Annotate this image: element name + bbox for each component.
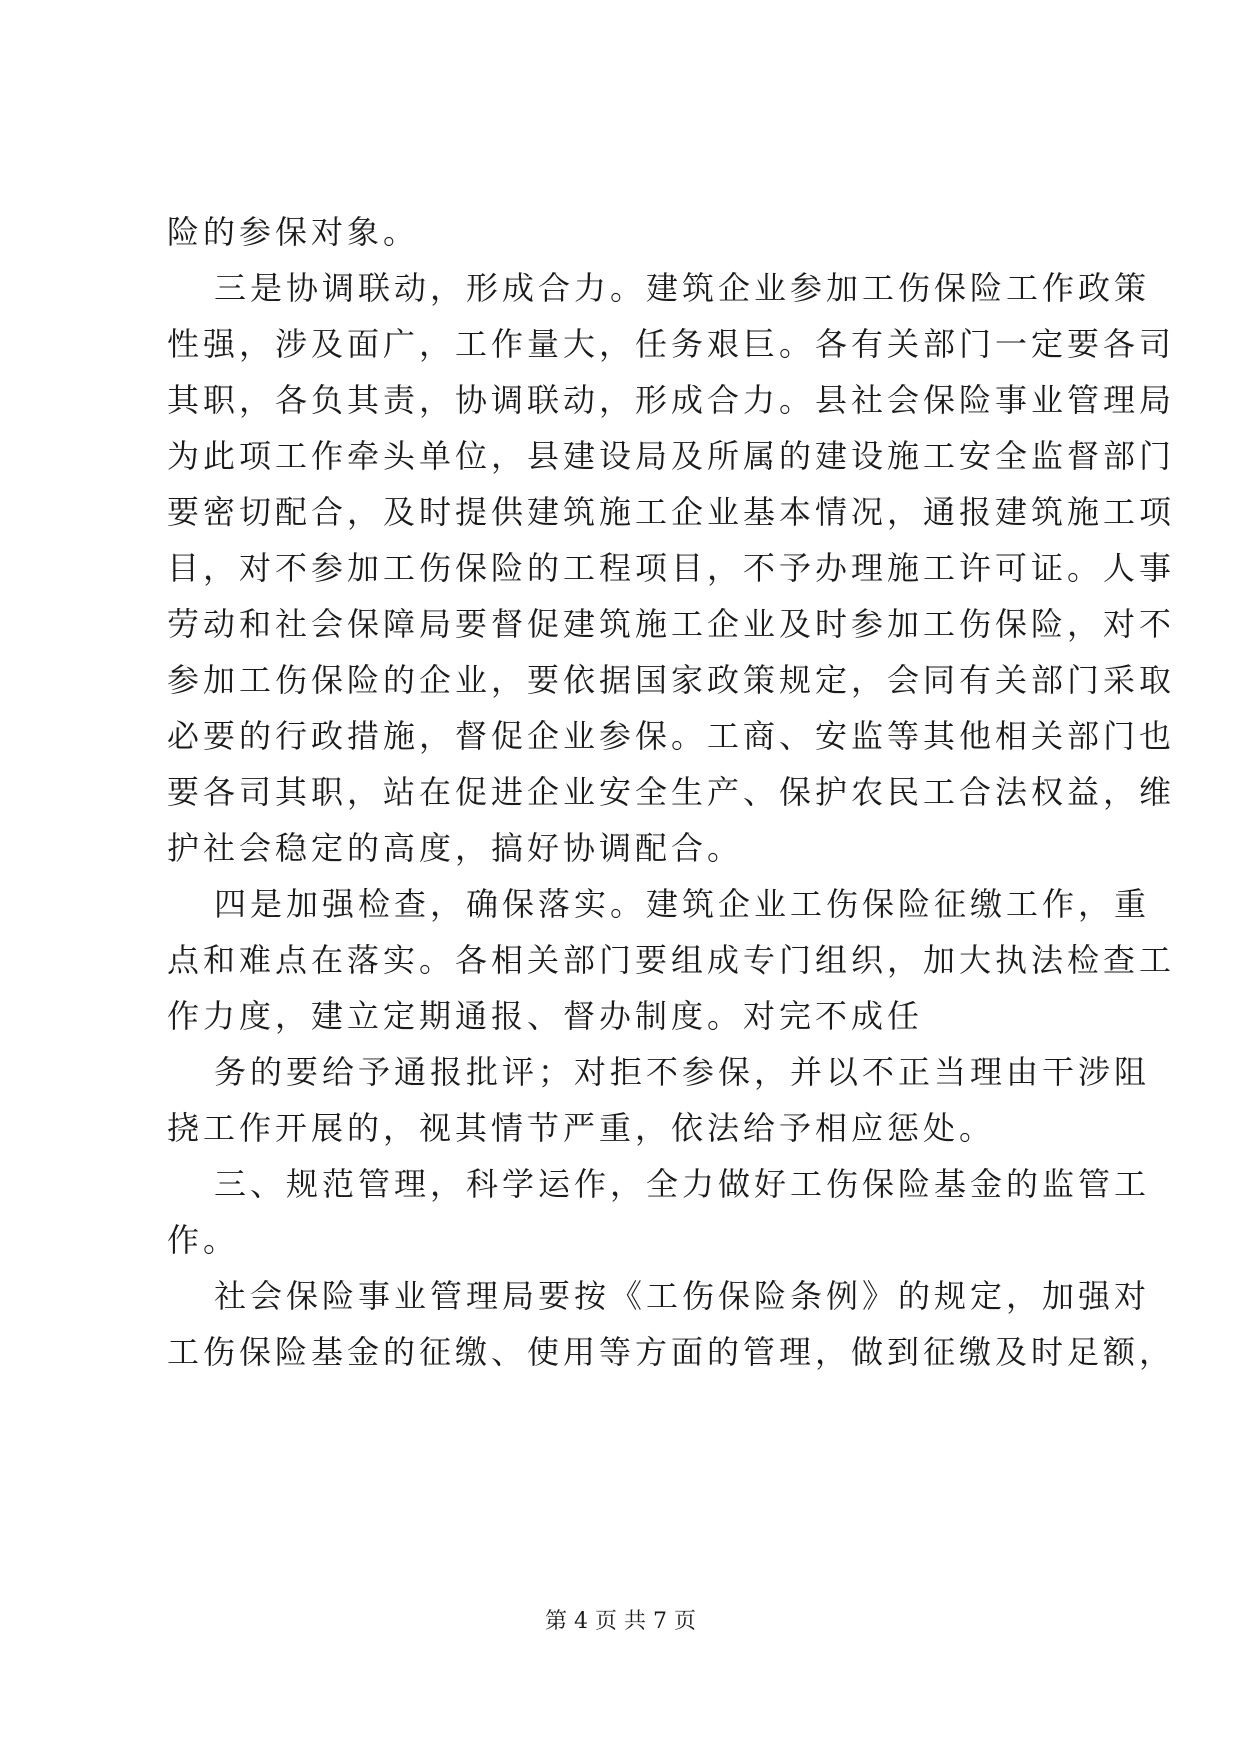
- text-line: 必要的行政措施，督促企业参保。工商、安监等其他相关部门也: [167, 717, 1176, 755]
- paragraph-first-line: 社会保险事业管理局要按《工伤保险条例》的规定，加强对: [214, 1277, 1151, 1315]
- text-line: 目，对不参加工伤保险的工程项目，不予办理施工许可证。人事: [167, 549, 1176, 587]
- text-line: 挠工作开展的，视其情节严重，依法给予相应惩处。: [167, 1109, 996, 1147]
- paragraph-first-line: 四是加强检查，确保落实。建筑企业工伤保险征缴工作，重: [214, 885, 1151, 923]
- text-line: 护社会稳定的高度，搞好协调配合。: [167, 829, 744, 867]
- page-number-footer: 第 4 页 共 7 页: [545, 1609, 696, 1634]
- text-line: 险的参保对象。: [167, 213, 420, 251]
- text-line: 要密切配合，及时提供建筑施工企业基本情况，通报建筑施工项: [167, 493, 1176, 531]
- text-line: 劳动和社会保障局要督促建筑施工企业及时参加工伤保险，对不: [167, 605, 1176, 643]
- text-line: 为此项工作牵头单位，县建设局及所属的建设施工安全监督部门: [167, 437, 1176, 475]
- paragraph-first-line: 务的要给予通报批评；对拒不参保，并以不正当理由干涉阻: [214, 1053, 1151, 1091]
- text-line: 工伤保险基金的征缴、使用等方面的管理，做到征缴及时足额，: [167, 1333, 1176, 1371]
- text-line: 性强，涉及面广，工作量大，任务艰巨。各有关部门一定要各司: [167, 325, 1176, 363]
- text-line: 点和难点在落实。各相关部门要组成专门组织，加大执法检查工: [167, 941, 1176, 979]
- text-line: 其职，各负其责，协调联动，形成合力。县社会保险事业管理局: [167, 381, 1176, 419]
- text-line: 参加工伤保险的企业，要依据国家政策规定，会同有关部门采取: [167, 661, 1176, 699]
- section-heading: 三、规范管理，科学运作，全力做好工伤保险基金的监管工: [214, 1165, 1151, 1203]
- paragraph-first-line: 三是协调联动，形成合力。建筑企业参加工伤保险工作政策: [214, 269, 1151, 307]
- text-line: 作力度，建立定期通报、督办制度。对完不成任: [167, 997, 924, 1035]
- text-line: 作。: [167, 1221, 240, 1259]
- text-line: 要各司其职，站在促进企业安全生产、保护农民工合法权益，维: [167, 773, 1176, 811]
